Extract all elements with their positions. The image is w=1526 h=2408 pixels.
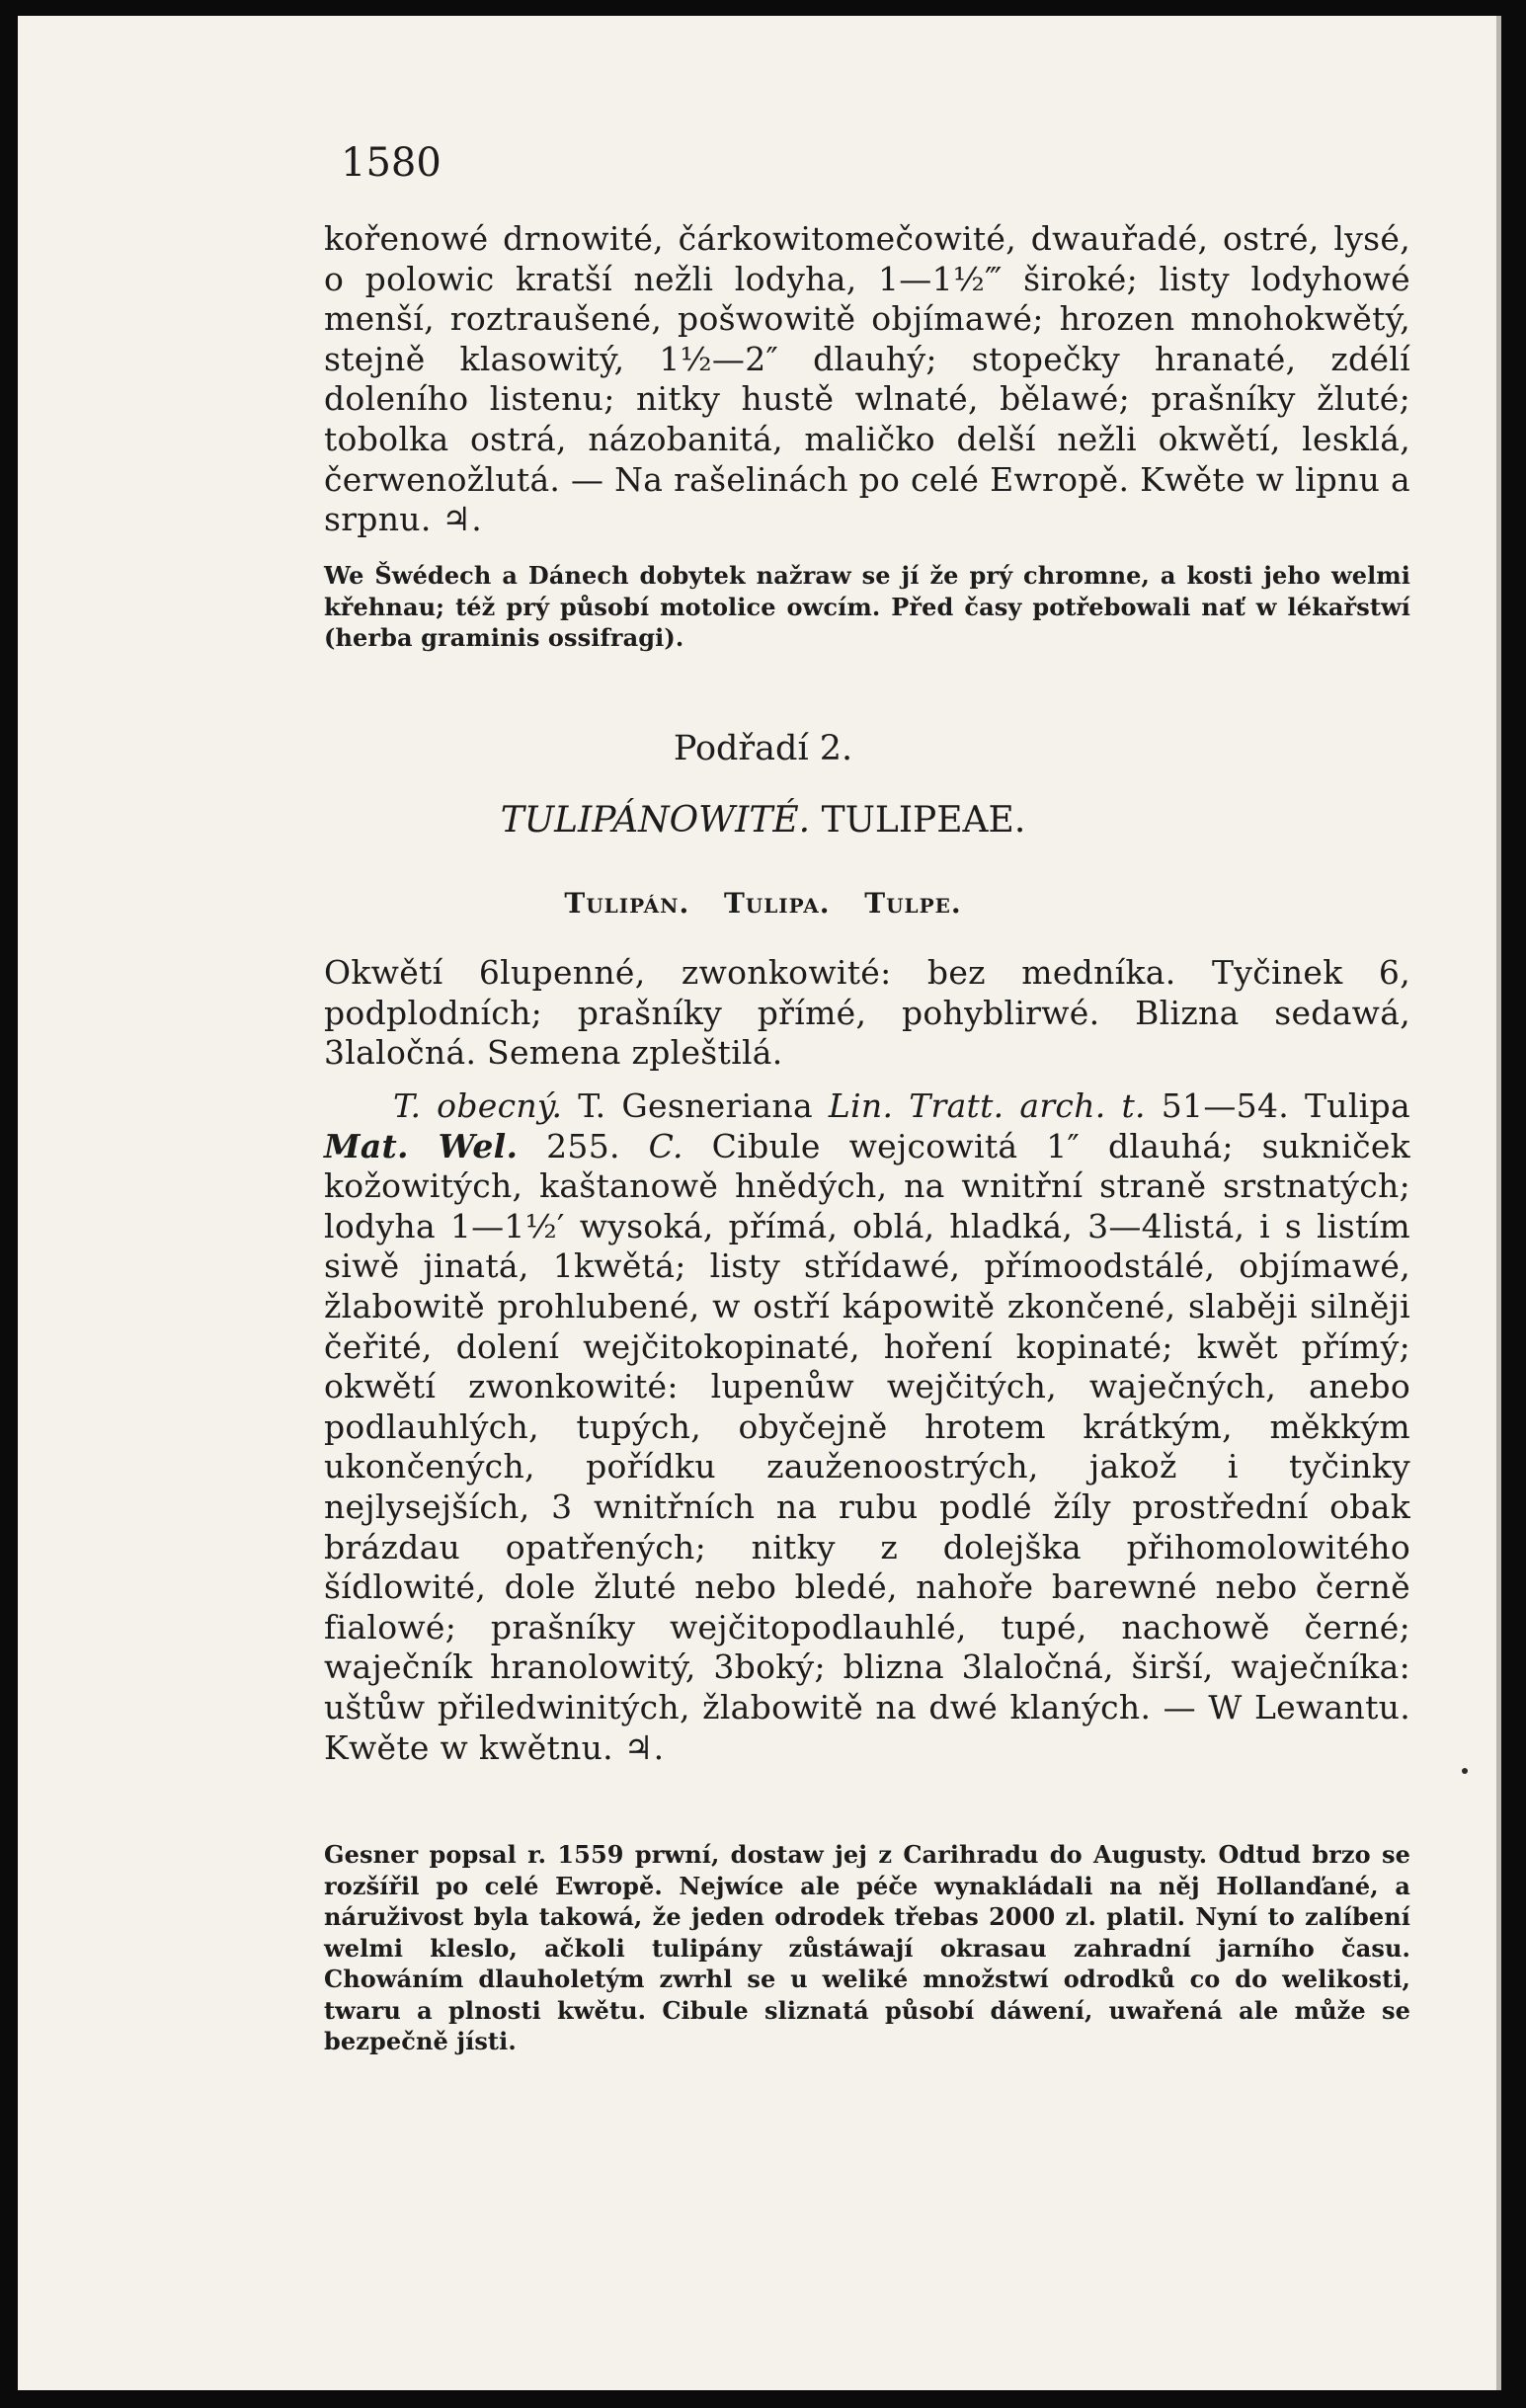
genus-german-name: Tulpe. <box>864 887 962 920</box>
footnote-usage: We Šwédech a Dánech dobytek nažraw se jí že prý chromne, a kosti jeho welmi křehnau; též prý působí motolice owcím. Před časy potřebowali nať w lékařstwí (herba graminis ossifragi). <box>324 561 1410 652</box>
species-tulipa: Tulipa <box>1304 1086 1410 1125</box>
genus-latin-name: Tulipa. <box>723 887 831 920</box>
species-synonym: T. Gesneriana <box>578 1086 813 1125</box>
species-reference-1: Tratt. arch. t. <box>909 1086 1146 1125</box>
page-edge <box>1496 16 1501 2390</box>
species-description: Cibule wejcowitá 1″ dlauhá; sukniček kožowitých, kaštanowě hnědých, na wnitřní straně srstnatých; lodyha 1—1½′ wysoká, přímá, oblá, hladká, 3—4listá, i s listím siwě jinatá, 1kwětá; listy střídawé, přímoodstálé, objímawé, žlabowitě prohlubené, w ostří kápowitě zkončené, slaběji silněji čeřité, dolení wejčitokopinaté, hoření kopinaté; kwět přímý; okwětí zwonkowité: lupenůw wejčitých, waječných, anebo podlauhlých, tupých, obyčejně hrotem krátkým, měkkým ukončených, pořídku zauženoostrých, jakož i tyčinky nejlysejších, 3 wnitřních na rubu podlé žíly prostřední obak brázdau opatřených; nitky z dolejška přihomolowitého šídlowité, dole žluté nebo bledé, nahoře barewné nebo černě fialowé; prašníky wejčitopodlauhlé, tupé, nachowě černé; waječník hranolowitý, 3boký; blizna 3laločná, širší, waječníka: uštůw přiledwinitých, žlabowitě na dwé klaných. — W Lewantu. Kwěte w kwětnu. ♃. <box>324 1126 1410 1767</box>
family-czech-name: TULIPÁNOWITÉ. <box>500 800 811 841</box>
species-author-1: Lin. <box>828 1086 894 1125</box>
page-number: 1580 <box>341 140 442 186</box>
species-name: T. obecný. <box>393 1086 563 1125</box>
genus-czech-name: Tulipán. <box>564 887 690 920</box>
species-reference-2: 255. <box>546 1126 620 1165</box>
species-entry <box>324 1086 1410 1768</box>
family-latin-name: TULIPEAE. <box>821 800 1026 841</box>
subsection-heading: Podřadí 2. <box>673 729 853 768</box>
species-reference-2-letter: C. <box>648 1126 683 1165</box>
genus-diagnosis: Okwětí 6lupenné, zwonkowité: bez medníka. Tyčinek 6, podplodních; prašníky přímé, pohyblirwé. Blizna sedawá, 3laločná. Semena zpleštilá. <box>324 953 1410 1073</box>
continuation-paragraph: kořenowé drnowité, čárkowitomečowité, dwauřadé, ostré, lysé, o polowic kratší nežli lodyha, 1—1½‴ široké; listy lodyhowé menší, roztraušené, pošwowitě objímawé; hrozen mnohokwětý, stejně klasowitý, 1½—2″ dlauhý; stopečky hranaté, zdélí doleního listenu; nitky hustě wlnaté, bělawé; prašníky žluté; tobolka ostrá, názobanitá, maličko delší nežli okwětí, lesklá, čerwenožlutá. — Na rašelinách po celé Ewropě. Kwěte w lipnu a srpnu. ♃. <box>324 219 1410 539</box>
species-author-2: Mat. Wel. <box>324 1126 519 1165</box>
species-reference-1-pages: 51—54. <box>1161 1086 1290 1125</box>
footnote-history: Gesner popsal r. 1559 prwní, dostaw jej z Carihradu do Augusty. Odtud brzo se rozšířil po celé Ewropě. Nejwíce ale péče wynakládali na něj Hollanďané, a náruživost byla takowá, že jeden odrodek třebas 2000 zl. platil. Nyní to zalíbení welmi kleslo, ačkoli tulipány zůstáwají okrasau zahradní jarního času. Chowáním dlauholetým zwrhl se u weliké množstwí odrodků co do welikosti, twaru a plnosti kwětu. Cibule sliznatá působí dáwení, uwařená ale může se bezpečně jísti. <box>324 1840 1410 2055</box>
genus-heading <box>0 887 1526 920</box>
family-heading <box>0 800 1526 841</box>
scan-speck <box>1462 1768 1468 1774</box>
